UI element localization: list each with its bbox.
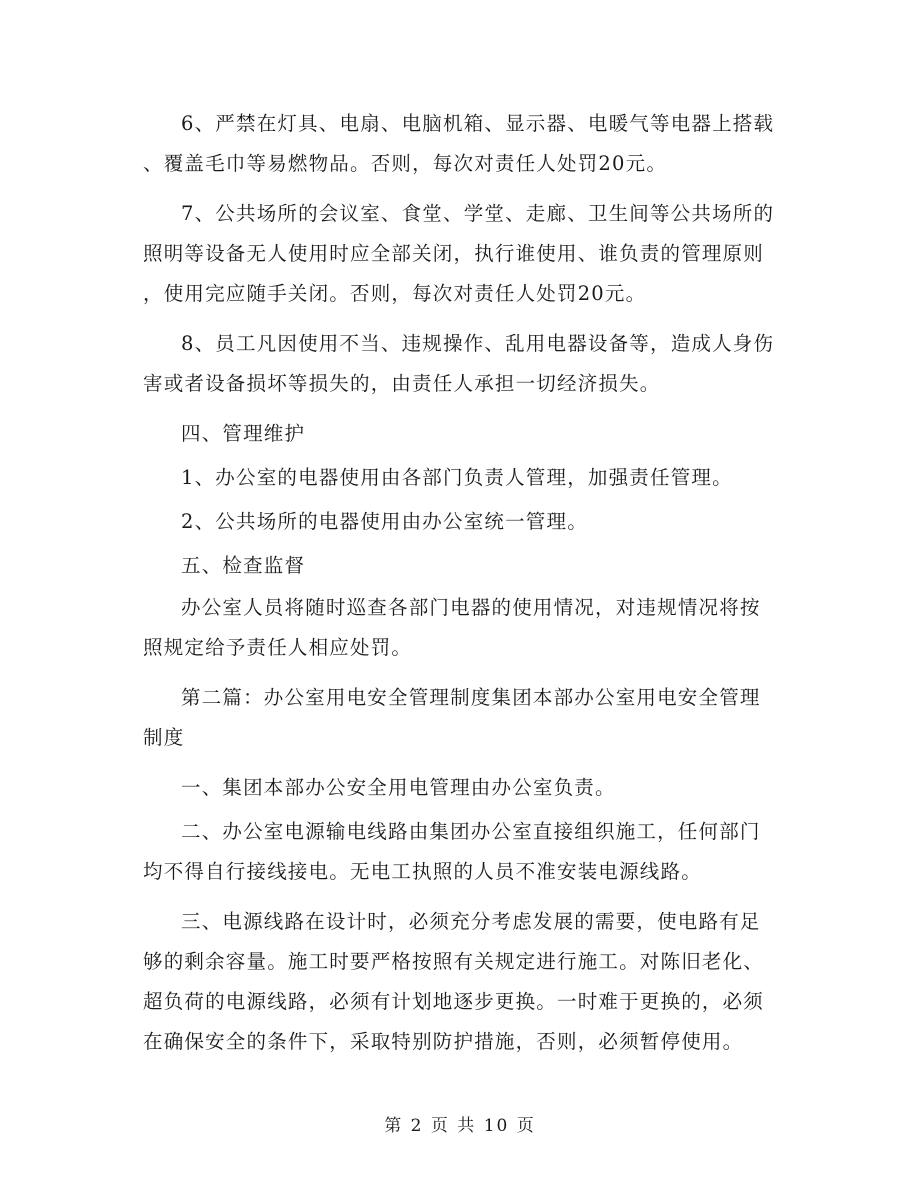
text-line: 7、公共场所的会议室、食堂、学堂、走廊、卫生间等公共场所的 bbox=[181, 202, 775, 225]
paragraph-item-8 bbox=[143, 324, 783, 404]
text-line: 2、公共场所的电器使用由办公室统一管理。 bbox=[181, 510, 588, 533]
text-line: 四、管理维护 bbox=[181, 422, 306, 445]
paragraph-inspection bbox=[143, 588, 783, 668]
paragraph-item-6 bbox=[143, 104, 783, 184]
text-line: 害或者设备损坏等损失的，由责任人承担一切经济损失。 bbox=[143, 372, 661, 395]
paragraph-item-7 bbox=[143, 194, 783, 314]
text-line: 办公室人员将随时巡查各部门电器的使用情况，对违规情况将按 bbox=[181, 596, 761, 619]
paragraph-part-two-2 bbox=[143, 812, 783, 892]
text-line: 超负荷的电源线路，必须有计划地逐步更换。一时难于更换的，必须 bbox=[143, 990, 765, 1013]
text-line: ，使用完应随手关闭。否则，每次对责任人处罚20元。 bbox=[143, 282, 647, 305]
text-line: 1、办公室的电器使用由各部门负责人管理，加强责任管理。 bbox=[181, 466, 733, 489]
text-line: 三、电源线路在设计时，必须充分考虑发展的需要，使电路有足 bbox=[181, 910, 761, 933]
text-line: 照明等设备无人使用时应全部关闭，执行谁使用、谁负责的管理原则 bbox=[143, 242, 765, 265]
text-line: 第二篇：办公室用电安全管理制度集团本部办公室用电安全管理 bbox=[181, 686, 761, 709]
text-line: 够的剩余容量。施工时要严格按照有关规定进行施工。对陈旧老化、 bbox=[143, 950, 765, 973]
text-line: 在确保安全的条件下，采取特别防护措施，否则，必须暂停使用。 bbox=[143, 1030, 744, 1053]
paragraph-management-1 bbox=[143, 458, 783, 498]
text-line: 制度 bbox=[143, 726, 185, 749]
text-line: 8、员工凡因使用不当、违规操作、乱用电器设备等，造成人身伤 bbox=[181, 332, 775, 355]
page-number-footer: 第 2 页 共 10 页 bbox=[384, 1116, 536, 1136]
text-line: 一、集团本部办公安全用电管理由办公室负责。 bbox=[181, 776, 616, 799]
text-line: 五、检查监督 bbox=[181, 554, 306, 577]
section-heading-inspection bbox=[143, 546, 783, 586]
text-line: 照规定给予责任人相应处罚。 bbox=[143, 636, 413, 659]
text-line: 二、办公室电源输电线路由集团办公室直接组织施工，任何部门 bbox=[181, 820, 761, 843]
paragraph-part-two-3 bbox=[143, 902, 783, 1062]
section-heading-management bbox=[143, 414, 783, 454]
paragraph-part-two-1 bbox=[143, 768, 783, 808]
paragraph-management-2 bbox=[143, 502, 783, 542]
text-line: 、覆盖毛巾等易燃物品。否则，每次对责任人处罚20元。 bbox=[143, 152, 668, 175]
document-body bbox=[143, 104, 783, 1062]
section-heading-part-two bbox=[143, 678, 783, 758]
text-line: 6、严禁在灯具、电扇、电脑机箱、显示器、电暖气等电器上搭载 bbox=[181, 112, 775, 135]
text-line: 均不得自行接线接电。无电工执照的人员不准安装电源线路。 bbox=[143, 860, 702, 883]
